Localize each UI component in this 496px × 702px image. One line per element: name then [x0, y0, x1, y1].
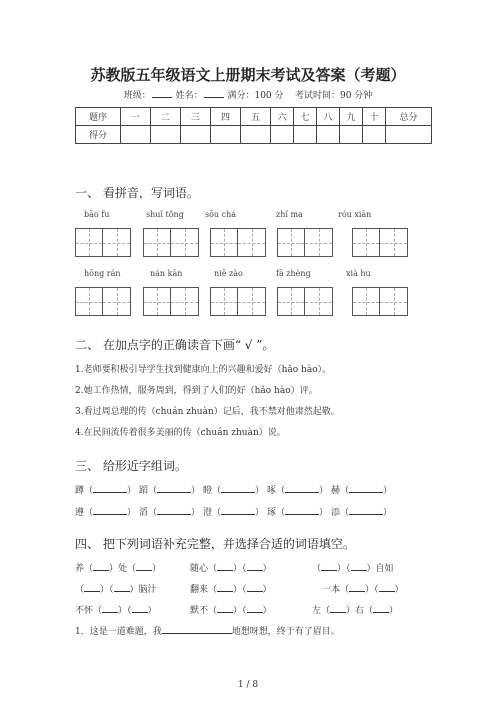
answer-blank[interactable]	[162, 625, 232, 634]
idiom-item: 一本（ ）（ ）	[322, 585, 404, 595]
header-cell: 八	[317, 108, 340, 126]
char: 蹲	[75, 486, 85, 496]
page-number: 1 / 8	[237, 680, 259, 690]
header-cell: 总分	[386, 108, 432, 126]
exam-info	[0, 88, 496, 101]
header-cell: 七	[294, 108, 317, 126]
score-label: 满分：100 分	[227, 91, 284, 101]
answer-blank[interactable]	[330, 604, 346, 613]
question-line: 1.老师要积极引导学生找到健康向上的兴趣和爱好（hǎo hào）。	[75, 365, 332, 375]
answer-blank[interactable]	[247, 562, 263, 571]
pinyin-label: niē zào	[214, 269, 243, 278]
answer-blank[interactable]	[285, 484, 319, 493]
answer-blank[interactable]	[217, 562, 233, 571]
answer-blank[interactable]	[93, 484, 127, 493]
section3-heading: 三、 给形近字组词。	[75, 459, 187, 473]
score-cell[interactable]	[271, 126, 294, 144]
writing-grid[interactable]	[352, 228, 408, 257]
pinyin-label: zhǐ ma	[276, 210, 303, 219]
char: 滔	[139, 508, 149, 518]
score-cell[interactable]	[241, 126, 271, 144]
char-row-1: 蹲（ ） 蹈（ ） 瞪（ ） 啄（ ） 赫（ ）	[75, 486, 393, 496]
answer-blank[interactable]	[349, 484, 383, 493]
idiom-item: 不怀（ ）（ ）	[75, 606, 157, 616]
answer-blank[interactable]	[221, 484, 255, 493]
answer-blank[interactable]	[132, 604, 148, 613]
name-label: 姓名：	[175, 91, 203, 101]
answer-blank[interactable]	[136, 562, 152, 571]
answer-blank[interactable]	[285, 506, 319, 515]
pinyin-label: sōu chá	[205, 210, 237, 219]
header-cell: 五	[241, 108, 271, 126]
name-blank	[204, 89, 224, 98]
answer-blank[interactable]	[349, 583, 365, 592]
pinyin-label: nán kān	[150, 269, 183, 278]
header-cell: 九	[340, 108, 363, 126]
section1-heading: 一、 看拼音，写词语。	[75, 186, 199, 200]
header-cell: 二	[151, 108, 181, 126]
score-cell[interactable]	[181, 126, 211, 144]
char: 蹈	[139, 486, 149, 496]
pinyin-label: hōng rán	[84, 269, 121, 278]
answer-blank[interactable]	[93, 506, 127, 515]
score-cell[interactable]	[340, 126, 363, 144]
score-cell[interactable]	[294, 126, 317, 144]
idiom-item: 养（ ）处（ ）	[75, 564, 162, 574]
score-cell[interactable]	[121, 126, 151, 144]
score-cell[interactable]	[151, 126, 181, 144]
class-blank	[152, 89, 172, 98]
pinyin-label: fā zhèng	[276, 269, 311, 278]
idiom-item: 左（ ）右（ ）	[312, 606, 399, 616]
answer-blank[interactable]	[379, 583, 395, 592]
answer-blank[interactable]	[351, 562, 367, 571]
writing-grid[interactable]	[210, 228, 266, 257]
row-label-cell: 得分	[76, 126, 121, 144]
idiom-item: 随心（ ）（ ）	[190, 564, 272, 574]
class-label: 班级：	[123, 91, 151, 101]
writing-grid[interactable]	[352, 287, 408, 316]
char: 添	[331, 508, 341, 518]
header-cell: 题序	[76, 108, 121, 126]
idiom-item: 默不（ ）（ ）	[190, 606, 272, 616]
answer-blank[interactable]	[221, 506, 255, 515]
idiom-item: （ ）（ ）自如	[312, 564, 394, 574]
writing-grid[interactable]	[210, 287, 266, 316]
header-cell: 六	[271, 108, 294, 126]
question-line: 2.她工作热情，服务周到，得到了人们的好（hǎo hào）评。	[75, 386, 318, 396]
writing-grid[interactable]	[277, 228, 333, 257]
score-cell[interactable]	[386, 126, 432, 144]
header-cell: 四	[211, 108, 241, 126]
char: 啄	[267, 486, 277, 496]
section4-heading: 四、 把下列词语补充完整，并选择合适的词语填空。	[75, 537, 355, 551]
time-label: 考试时间：90 分钟	[294, 91, 373, 101]
question-line: 4.在民间流传着很多美丽的传（chuán zhuàn）说。	[75, 428, 286, 438]
score-table-header-row	[76, 108, 432, 126]
section2-heading: 二、 在加点字的正确读音下画“ √ ”。	[75, 338, 275, 352]
answer-blank[interactable]	[84, 583, 100, 592]
char: 琢	[267, 508, 277, 518]
score-cell[interactable]	[211, 126, 241, 144]
writing-grid[interactable]	[143, 228, 199, 257]
pinyin-label: shuǐ tǒng	[146, 210, 184, 219]
char-row-2: 遵（ ） 滔（ ） 澄（ ） 琢（ ） 添（ ）	[75, 508, 393, 518]
answer-blank[interactable]	[349, 506, 383, 515]
answer-blank[interactable]	[114, 583, 130, 592]
answer-blank[interactable]	[321, 562, 337, 571]
pinyin-label: róu xiān	[338, 210, 372, 219]
char: 赫	[331, 486, 341, 496]
writing-grid[interactable]	[75, 287, 131, 316]
fill-question: 1．这是一道难题，我 地想呀想，终于有了眉目。	[75, 627, 340, 637]
idiom-item: 翻来（ ）（ ）	[190, 585, 272, 595]
answer-blank[interactable]	[157, 484, 191, 493]
answer-blank[interactable]	[247, 583, 263, 592]
writing-grid[interactable]	[143, 287, 199, 316]
char: 瞪	[203, 486, 213, 496]
answer-blank[interactable]	[217, 604, 233, 613]
writing-grid[interactable]	[277, 287, 333, 316]
score-cell[interactable]	[317, 126, 340, 144]
writing-grid[interactable]	[75, 228, 131, 257]
pinyin-label: xià hu	[346, 269, 371, 278]
score-cell[interactable]	[363, 126, 386, 144]
question-line: 3.看过周总理的传（chuán zhuàn）记后，我不禁对他肃然起敬。	[75, 407, 340, 417]
header-cell: 一	[121, 108, 151, 126]
answer-blank[interactable]	[93, 562, 109, 571]
score-table	[75, 107, 432, 144]
header-cell: 十	[363, 108, 386, 126]
char: 遵	[75, 508, 85, 518]
header-cell: 三	[181, 108, 211, 126]
score-table-score-row	[76, 126, 432, 144]
answer-blank[interactable]	[373, 604, 389, 613]
pinyin-label: bāo fu	[84, 210, 110, 219]
answer-blank[interactable]	[102, 604, 118, 613]
idiom-item: （ ）（ ）脑汁	[75, 585, 157, 595]
page-title: 苏教版五年级语文上册期末考试及答案（考题）	[90, 66, 406, 84]
char: 澄	[203, 508, 213, 518]
answer-blank[interactable]	[247, 604, 263, 613]
answer-blank[interactable]	[157, 506, 191, 515]
answer-blank[interactable]	[217, 583, 233, 592]
